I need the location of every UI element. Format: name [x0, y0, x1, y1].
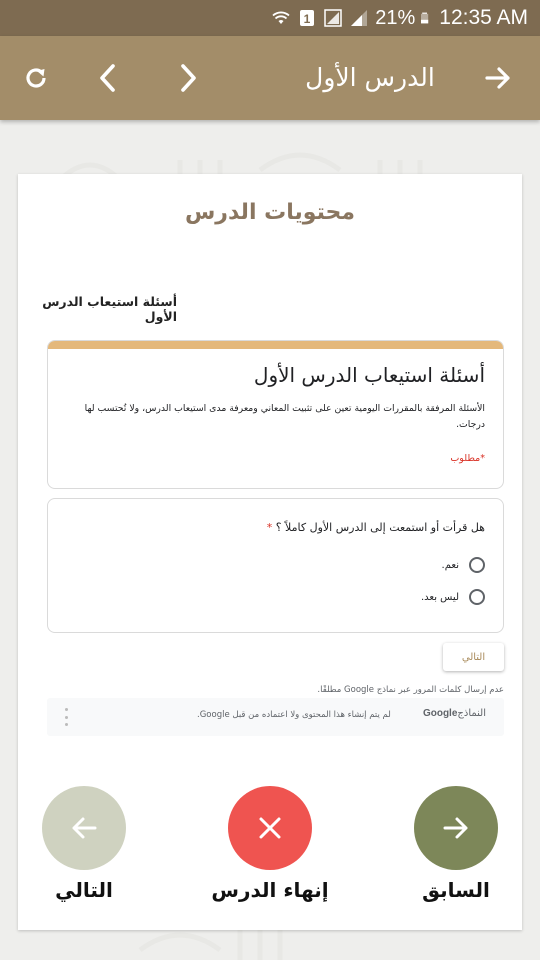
question-text [267, 521, 485, 534]
wifi-icon [271, 8, 291, 28]
close-icon [257, 815, 283, 841]
finish-lesson-label: إنهاء الدرس [211, 878, 329, 902]
refresh-icon [22, 64, 50, 92]
sim-1-icon [297, 8, 317, 28]
form-disclaimer: لم يتم إنشاء هذا المحتوى ولا اعتماده من قبل Google. [197, 710, 391, 720]
previous-lesson-label: السابق [422, 878, 490, 902]
form-accent-stripe [48, 341, 503, 349]
clock: 12:35 AM [439, 6, 528, 29]
back-page-button[interactable] [80, 36, 136, 120]
radio-button[interactable] [469, 557, 485, 573]
refresh-button[interactable] [8, 36, 64, 120]
question-card [47, 498, 504, 633]
question-label: هل قرأت أو استمعت إلى الدرس الأول كاملاً ؟ [275, 521, 485, 534]
forms-wordmark: النماذج [457, 708, 486, 719]
next-lesson-label: التالي [55, 878, 113, 902]
form-header-card [47, 340, 504, 489]
lesson-card [18, 174, 522, 930]
toolbar [0, 36, 540, 120]
arrow-forward-icon [441, 813, 471, 843]
chevron-left-icon [95, 63, 121, 93]
cell-signal-icon [349, 8, 369, 28]
status-icons [271, 0, 528, 36]
toolbar-title: الدرس الأول [305, 63, 435, 92]
data-signal-icon [323, 8, 343, 28]
page-heading: أسئلة استيعاب الدرس الأول [42, 294, 177, 324]
battery-percent: 21% [375, 6, 416, 29]
finish-lesson-button[interactable] [228, 786, 312, 870]
status-bar [0, 0, 540, 36]
option-label: ليس بعد. [420, 591, 459, 603]
card-title: محتويات الدرس [184, 200, 356, 225]
required-star: * [266, 521, 273, 534]
nav-back-button[interactable] [470, 36, 526, 120]
next-lesson-button[interactable] [42, 786, 126, 870]
form-description: الأسئلة المرفقة بالمقررات اليومية تعين على تثبيت المعاني ومعرفة مدى استيعاب الدرس، ولا تُحتسب لها درجات. [84, 403, 485, 430]
svg-text:1: 1 [303, 12, 311, 26]
form-footer [47, 698, 504, 736]
radio-button[interactable] [469, 589, 485, 605]
form-title: أسئلة استيعاب الدرس الأول [253, 363, 485, 387]
battery-icon [421, 8, 433, 28]
option-label: نعم. [441, 559, 459, 571]
option-not-yet[interactable] [421, 587, 485, 607]
option-yes[interactable] [442, 555, 485, 575]
google-wordmark: Google [422, 708, 458, 719]
form-next-button[interactable]: التالي [443, 643, 504, 671]
previous-lesson-button[interactable] [414, 786, 498, 870]
more-options-icon[interactable] [59, 708, 73, 726]
google-forms-logo[interactable] [423, 708, 486, 719]
required-note: *مطلوب [450, 453, 485, 464]
chevron-right-icon [175, 63, 201, 93]
password-warning: عدم إرسال كلمات المرور عبر نماذج Google مطلقًا. [317, 685, 504, 695]
arrow-back-icon [69, 813, 99, 843]
forward-page-button[interactable] [160, 36, 216, 120]
arrow-forward-icon [484, 64, 512, 92]
